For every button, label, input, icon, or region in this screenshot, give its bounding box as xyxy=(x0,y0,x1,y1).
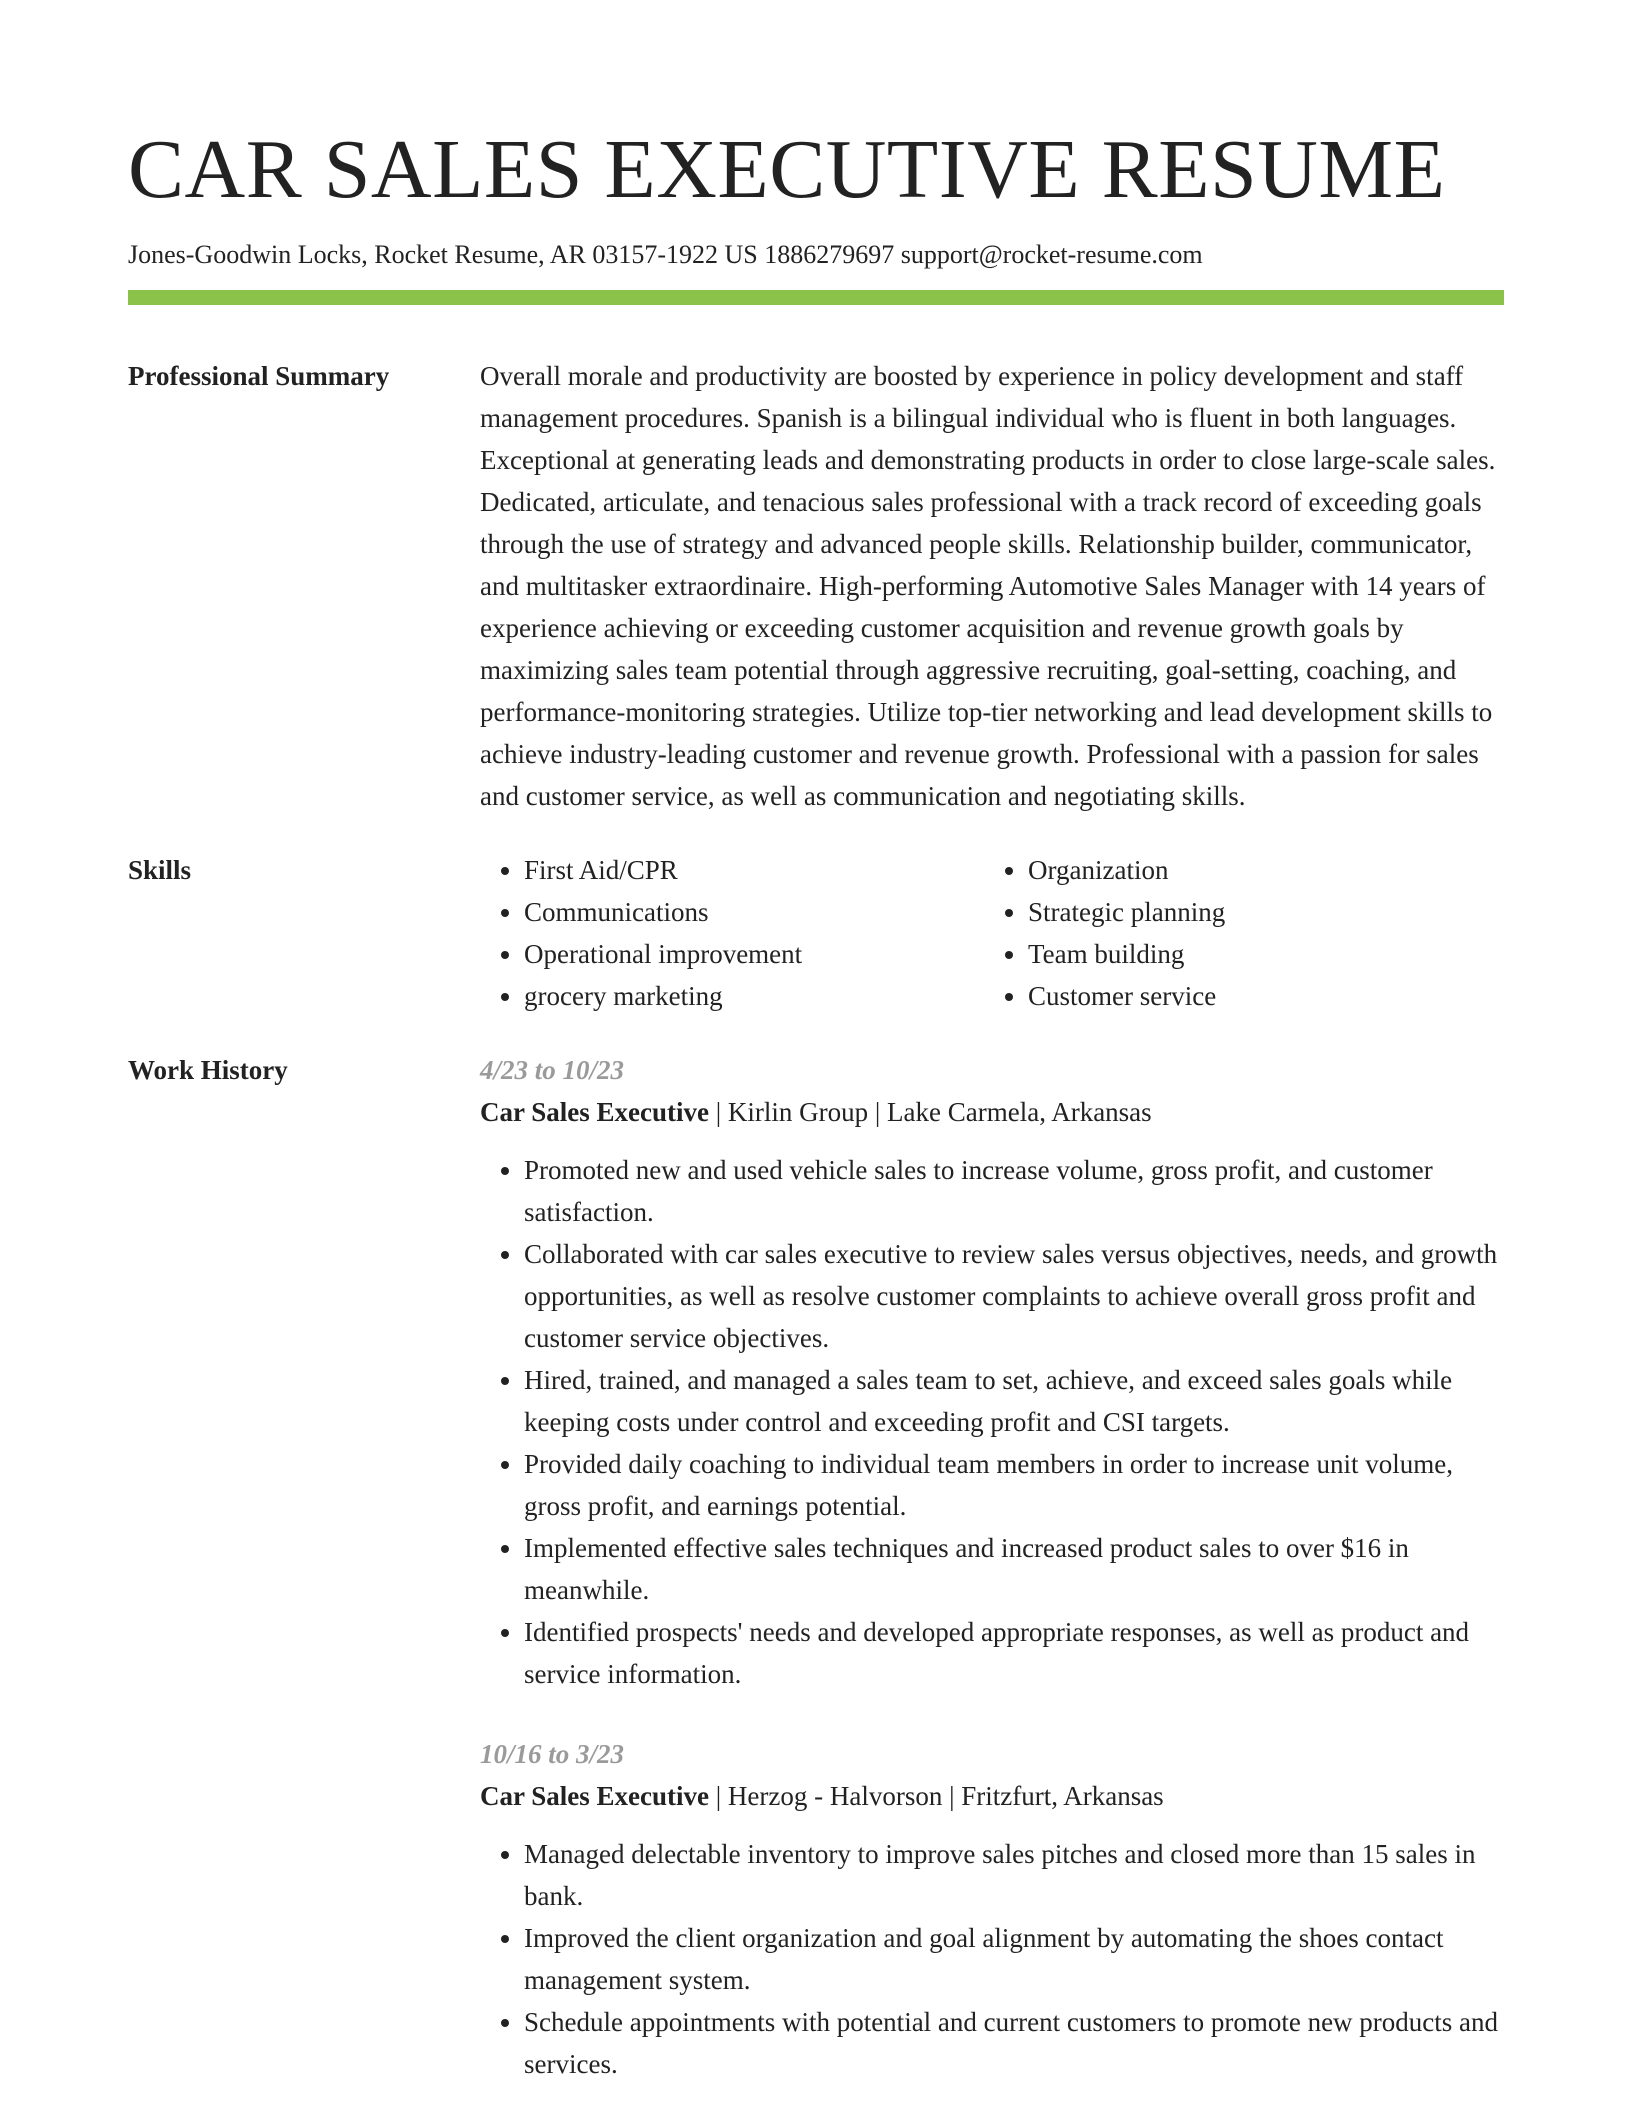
skill-item: • Communications xyxy=(524,891,984,933)
skill-item: • grocery marketing xyxy=(524,975,984,1017)
skill-item: • Organization xyxy=(1028,849,1488,891)
skills-column-left xyxy=(480,849,984,1017)
skill-item: • Strategic planning xyxy=(1028,891,1488,933)
section-label-work-history: Work History xyxy=(128,1055,288,1085)
skills-column-right xyxy=(984,849,1488,1017)
job-bullet: • Provided daily coaching to individual team members in order to increase unit volume, gross profit, and earnings potential. xyxy=(524,1443,1504,1527)
job-company-location: | Kirlin Group | Lake Carmela, Arkansas xyxy=(708,1097,1152,1127)
job-heading xyxy=(480,1091,1504,1133)
job-bullets xyxy=(480,1149,1504,1695)
job-bullet: • Promoted new and used vehicle sales to increase volume, gross profit, and customer satisfaction. xyxy=(524,1149,1504,1233)
job-bullet: • Collaborated with car sales executive to review sales versus objectives, needs, and growth opportunities, as well as resolve customer complaints to achieve overall gross profit and customer service objectives. xyxy=(524,1233,1504,1359)
job-title: Car Sales Executive xyxy=(480,1097,709,1127)
work-history-list xyxy=(480,1049,1504,2085)
skill-item: • Team building xyxy=(1028,933,1488,975)
accent-divider xyxy=(128,290,1504,305)
skill-item: • First Aid/CPR xyxy=(524,849,984,891)
job-bullet: • Hired, trained, and managed a sales team to set, achieve, and exceed sales goals while keeping costs under control and exceeding profit and CSI targets. xyxy=(524,1359,1504,1443)
job-company-location: | Herzog - Halvorson | Fritzfurt, Arkansas xyxy=(708,1781,1164,1811)
job-bullet: • Implemented effective sales techniques and increased product sales to over $16 in meanwhile. xyxy=(524,1527,1504,1611)
job-heading xyxy=(480,1775,1504,1817)
skills-section xyxy=(128,849,1504,1017)
job-bullet: • Improved the client organization and goal alignment by automating the shoes contact management system. xyxy=(524,1917,1504,2001)
job-dates: 10/16 to 3/23 xyxy=(480,1739,625,1769)
skill-item: • Operational improvement xyxy=(524,933,984,975)
work-history-section xyxy=(128,1049,1504,2085)
section-label-skills: Skills xyxy=(128,855,192,885)
job-dates: 4/23 to 10/23 xyxy=(480,1055,625,1085)
job-bullet: • Identified prospects' needs and developed appropriate responses, as well as product and service information. xyxy=(524,1611,1504,1695)
job-bullet: • Schedule appointments with potential and current customers to promote new products and services. xyxy=(524,2001,1504,2085)
job-title: Car Sales Executive xyxy=(480,1781,709,1811)
summary-section xyxy=(128,355,1504,817)
summary-text: Overall morale and productivity are boosted by experience in policy development and staff management procedures. Spanish is a bilingual individual who is fluent in both languages. Exceptional at generating leads and demonstrating products in order to close large-scale sales. Dedicated, articulate, and tenacious sales professional with a track record of exceeding goals through the use of strategy and advanced people skills. Relationship builder, communicator, and multitasker extraordinaire. High-performing Automotive Sales Manager with 14 years of experience achieving or exceeding customer acquisition and revenue growth goals by maximizing sales team potential through aggressive recruiting, goal-setting, coaching, and performance-monitoring strategies. Utilize top-tier networking and lead development skills to achieve industry-leading customer and revenue growth. Professional with a passion for sales and customer service, as well as communication and negotiating skills. xyxy=(480,361,1496,811)
contact-line: Jones-Goodwin Locks, Rocket Resume, AR 03157-1922 US 1886279697 support@rocket-resume.com xyxy=(128,240,1203,269)
job-bullets xyxy=(480,1833,1504,2085)
skills-list xyxy=(480,849,1504,1017)
job-entry xyxy=(480,1049,1504,1695)
job-entry xyxy=(480,1733,1504,2085)
resume-page xyxy=(128,120,1504,2085)
section-label-summary: Professional Summary xyxy=(128,361,390,391)
resume-title: CAR SALES EXECUTIVE RESUME xyxy=(128,123,1446,216)
job-bullet: • Managed delectable inventory to improve sales pitches and closed more than 15 sales in bank. xyxy=(524,1833,1504,1917)
skill-item: • Customer service xyxy=(1028,975,1488,1017)
